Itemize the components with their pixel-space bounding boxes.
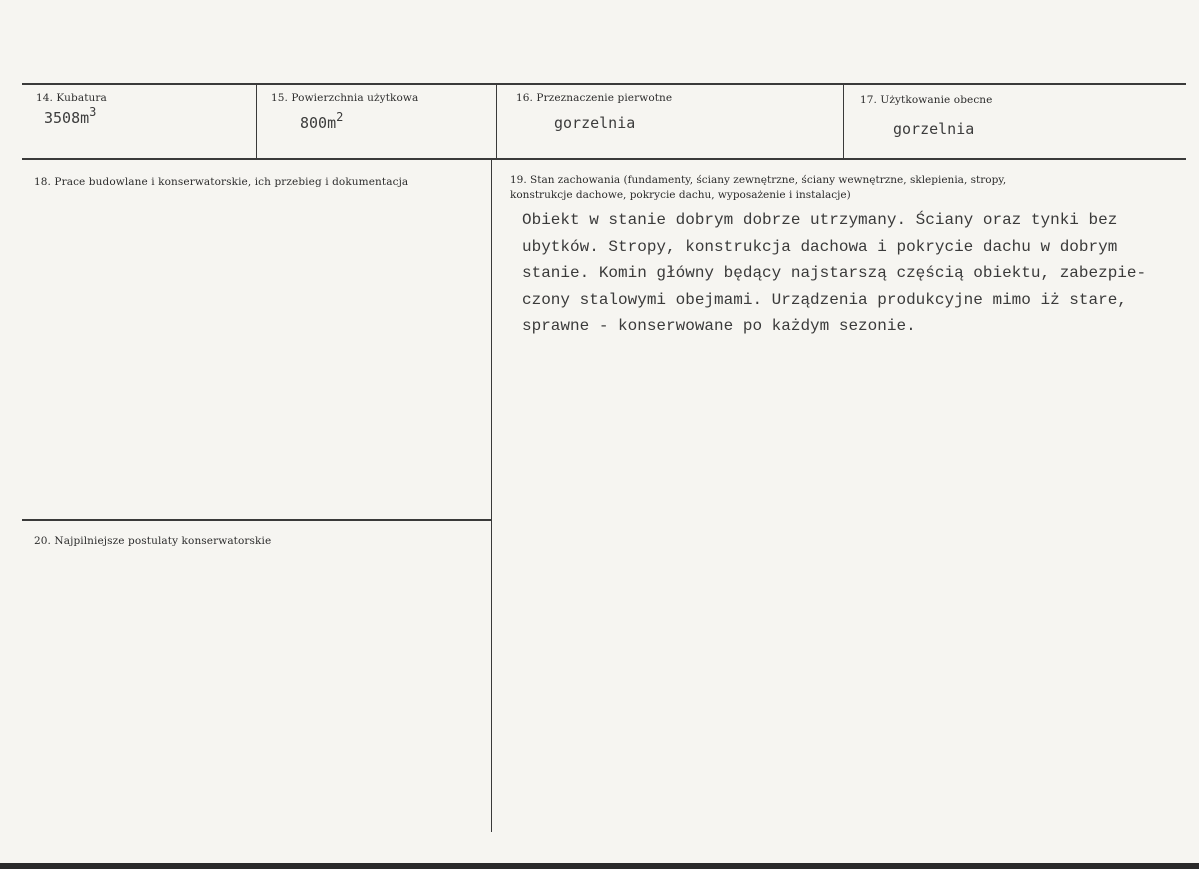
field-14-value <box>44 105 96 127</box>
field-14-label: 14. Kubatura <box>36 92 107 104</box>
field-15-unit-exponent: 2 <box>336 110 344 124</box>
row-separator <box>22 158 1186 160</box>
field-17-value: gorzelnia <box>893 120 975 138</box>
divider-main <box>491 159 492 832</box>
field-19-line: Obiekt w stanie dobrym dobrze utrzymany. Ściany oraz tynki bez <box>522 211 1118 229</box>
field-14-number: 3508m <box>44 109 90 127</box>
field-18-label: 18. Prace budowlane i konserwatorskie, ich przebieg i dokumentacja <box>34 176 409 188</box>
field-19-line: stanie. Komin główny będący najstarszą częścią obiektu, zabezpie- <box>522 264 1147 283</box>
field-14-unit-exponent: 3 <box>89 105 97 119</box>
field-19-text <box>522 207 1146 340</box>
field-15-label: 15. Powierzchnia użytkowa <box>271 92 419 104</box>
field-20-label: 20. Najpilniejsze postulaty konserwatorskie <box>34 535 272 547</box>
divider-14-15 <box>256 84 257 158</box>
field-19-label: 19. Stan zachowania (fundamenty, ściany zewnętrzne, ściany wewnętrzne, sklepienia, stropy, konstrukcje dachowe, pokrycie dachu, wyposażenie i instalacje) <box>510 174 1007 201</box>
field-16-value: gorzelnia <box>554 114 636 132</box>
divider-15-16 <box>496 84 497 158</box>
field-19-line: sprawne - konserwowane po każdym sezonie. <box>522 317 916 336</box>
field-16-label: 16. Przeznaczenie pierwotne <box>516 92 673 104</box>
field-15-number: 800m <box>300 114 337 132</box>
field20-separator <box>22 519 492 521</box>
field-17-label: 17. Użytkowanie obecne <box>860 94 993 106</box>
field-19-line: ubytków. Stropy, konstrukcja dachowa i pokrycie dachu w dobrym <box>522 237 1118 256</box>
divider-16-17 <box>843 84 844 158</box>
card-bottom-edge <box>0 863 1199 869</box>
top-row-border <box>22 83 1186 85</box>
field-15-value <box>300 110 343 132</box>
field-19-line: czony stalowymi obejmami. Urządzenia produkcyjne mimo iż stare, <box>522 290 1127 309</box>
